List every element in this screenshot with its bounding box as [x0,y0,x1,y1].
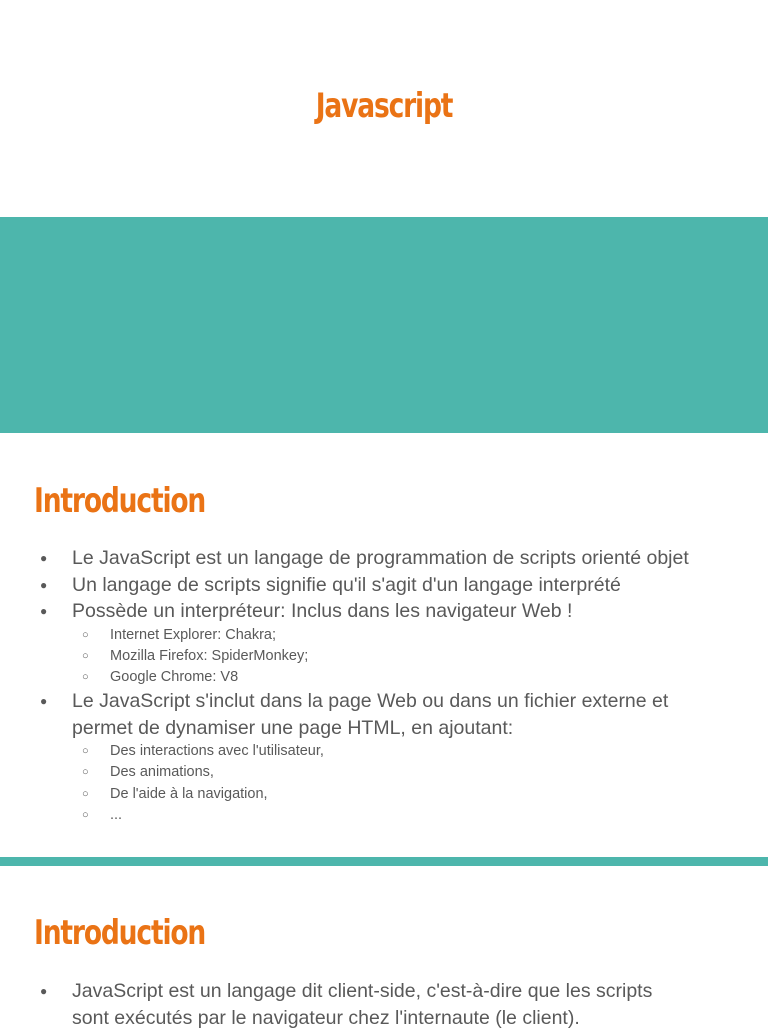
title-slide [0,0,768,217]
intro-slide-1 [0,433,768,857]
bullet-item [0,978,692,1031]
teal-banner [0,217,768,433]
bullet-item [0,545,692,572]
slide-heading: Introduction [34,913,206,953]
bullet-text: Le JavaScript s'inclut dans la page Web ou dans un fichier externe et permet de dynamiser une page HTML, en ajoutant: [72,690,669,739]
bullet-item [0,688,692,826]
bullet-text: Le JavaScript est un langage de programmation de scripts orienté objet [72,547,689,569]
sub-bullet-item: ○ Internet Explorer: Chakra; [72,625,692,646]
sub-bullet-list [72,741,692,826]
sub-bullet-item: ○ De l'aide à la navigation, [72,784,692,805]
slide-divider [0,857,768,866]
bullet-list [0,978,692,1031]
slide-heading: Introduction [34,481,206,521]
sub-bullet-list [72,625,692,689]
bullet-text: Possède un interpréteur: Inclus dans les navigateur Web ! [72,600,573,622]
bullet-list [0,545,692,826]
sub-bullet-item: ○ Google Chrome: V8 [72,667,692,688]
bullet-item [0,572,692,599]
sub-bullet-item: ○ Mozilla Firefox: SpiderMonkey; [72,646,692,667]
slide-title: Javascript [315,86,453,126]
bullet-text: Un langage de scripts signifie qu'il s'agit d'un langage interprété [72,573,621,596]
intro-slide-2 [0,866,768,1029]
bullet-text: JavaScript est un langage dit client-side, c'est-à-dire que les scripts sont exécutés par le navigateur chez l'internaute (le client). [72,980,653,1029]
sub-bullet-item: ○ Des interactions avec l'utilisateur, [72,741,692,762]
sub-bullet-item: ○ ... [72,805,692,826]
sub-bullet-item: ○ Des animations, [72,762,692,783]
bullet-item [0,598,692,688]
